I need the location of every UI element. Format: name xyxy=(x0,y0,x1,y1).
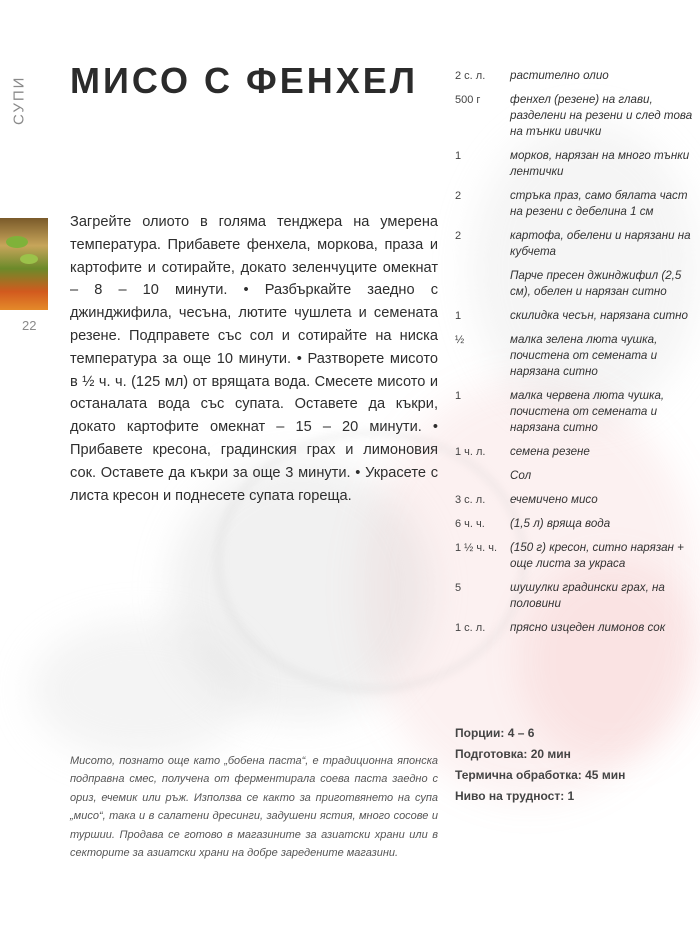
ingredient-name: морков, нарязан на много тънки лентички xyxy=(510,149,690,178)
ingredient-quantity: 6 ч. ч. xyxy=(455,518,485,530)
ingredient-quantity: 1 ч. л. xyxy=(455,446,486,458)
ingredient-row xyxy=(455,444,695,468)
recipe-stats xyxy=(455,723,695,807)
ingredient-row xyxy=(455,188,695,228)
ingredient-row xyxy=(455,540,695,580)
ingredient-row xyxy=(455,92,695,148)
ingredient-quantity xyxy=(455,468,510,492)
difficulty-stat: Ниво на трудност: 1 xyxy=(455,789,575,803)
ingredient-row xyxy=(455,228,695,268)
page-number: 22 xyxy=(22,318,37,333)
ingredient-row xyxy=(455,148,695,188)
ingredient-name: (150 г) кресон, ситно нарязан + още листа за украса xyxy=(510,541,684,570)
miso-note: Мисото, познато още като „бобена паста“, е традиционна японска подправна смес, получена от ферментирала соева паста заедно с ориз, ечемик или ръж. Използва се както за приготвянето на супа „мисо“, така и в салатени дресинги, задушени ястия, много сосове и туршии. Продава се готово в магазините за азиатски храни или в секторите за азиатски храни на добре заредените магазини. xyxy=(70,755,438,860)
recipe-thumbnail-image xyxy=(0,218,48,310)
ingredient-row xyxy=(455,268,695,308)
ingredient-name: малка зелена люта чушка, почистена от семената и нарязана ситно xyxy=(510,333,658,378)
ingredient-row xyxy=(455,468,695,492)
ingredient-row xyxy=(455,308,695,332)
ingredient-row xyxy=(455,620,695,644)
section-label: СУПИ xyxy=(10,75,28,125)
ingredient-name: прясно изцеден лимонов сок xyxy=(510,621,666,634)
background-photo-blur xyxy=(30,620,250,760)
ingredient-quantity: 1 ½ ч. ч. xyxy=(455,542,498,554)
ingredient-quantity: 1 xyxy=(455,150,462,162)
ingredient-quantity: ½ xyxy=(455,334,465,346)
ingredient-name: малка червена люта чушка, почистена от семената и нарязана ситно xyxy=(510,389,665,434)
ingredient-name: (1,5 л) вряща вода xyxy=(510,517,611,530)
recipe-title: МИСО С ФЕНХЕЛ xyxy=(70,60,418,101)
ingredient-name: растително олио xyxy=(510,69,609,82)
garnish-leaf xyxy=(6,236,28,248)
ingredient-name: Сол xyxy=(510,469,532,482)
ingredient-name: фенхел (резене) на глави, разделени на резени и след това на тънки ивички xyxy=(510,93,693,138)
ingredient-name: стръка праз, само бялата част на резени с дебелина 1 см xyxy=(510,189,688,218)
ingredient-quantity: 2 xyxy=(455,230,462,242)
cook-time-stat: Термична обработка: 45 мин xyxy=(455,768,626,782)
ingredient-name: скилидка чесън, нарязана ситно xyxy=(510,309,688,322)
ingredient-quantity: 1 xyxy=(455,310,462,322)
garnish-leaf xyxy=(20,254,38,264)
ingredient-row xyxy=(455,516,695,540)
ingredient-row xyxy=(455,492,695,516)
ingredient-name: шушулки градински грах, на половини xyxy=(510,581,665,610)
ingredient-name: семена резене xyxy=(510,445,590,458)
ingredient-quantity: 1 с. л. xyxy=(455,622,486,634)
ingredient-quantity xyxy=(455,268,510,308)
ingredient-quantity: 3 с. л. xyxy=(455,494,486,506)
ingredient-quantity: 500 г xyxy=(455,94,481,106)
ingredients-table xyxy=(455,68,695,644)
ingredient-name: ечемичено мисо xyxy=(510,493,598,506)
recipe-instructions: Загрейте олиото в голяма тенджера на умерена температура. Прибавете фенхела, моркова, праза и картофите и сотирайте, докато зеленчуците омекнат – 8 – 10 минути. • Разбъркайте заедно с джинджифила, чесъна, лютите чушлета и семената резене. Подправете със сол и сотирайте на ниска температура за още 10 минути. • Разтворете мисото в ½ ч. ч. (125 мл) от врящата вода. Смесете мисото и останалата вода със супата. Оставете да къкри, докато картофите омекнат – 15 – 20 минути. • Прибавете кресона, градинския грах и лимоновия сок. Оставете да къкри за още 3 минути. • Украсете с листа кресон и поднесете супата гореща. xyxy=(70,214,438,504)
ingredient-row xyxy=(455,580,695,620)
ingredient-name: Парче пресен джинджифил (2,5 см), обелен и нарязан ситно xyxy=(510,269,682,298)
ingredient-name: картофа, обелени и нарязани на кубчета xyxy=(510,229,691,258)
prep-time-stat: Подготовка: 20 мин xyxy=(455,747,571,761)
ingredient-row xyxy=(455,68,695,92)
ingredient-quantity: 1 xyxy=(455,390,462,402)
ingredient-quantity: 2 с. л. xyxy=(455,70,486,82)
ingredient-quantity: 5 xyxy=(455,582,462,594)
ingredient-row xyxy=(455,332,695,388)
ingredient-quantity: 2 xyxy=(455,190,462,202)
ingredient-row xyxy=(455,388,695,444)
portions-stat: Порции: 4 – 6 xyxy=(455,726,535,740)
